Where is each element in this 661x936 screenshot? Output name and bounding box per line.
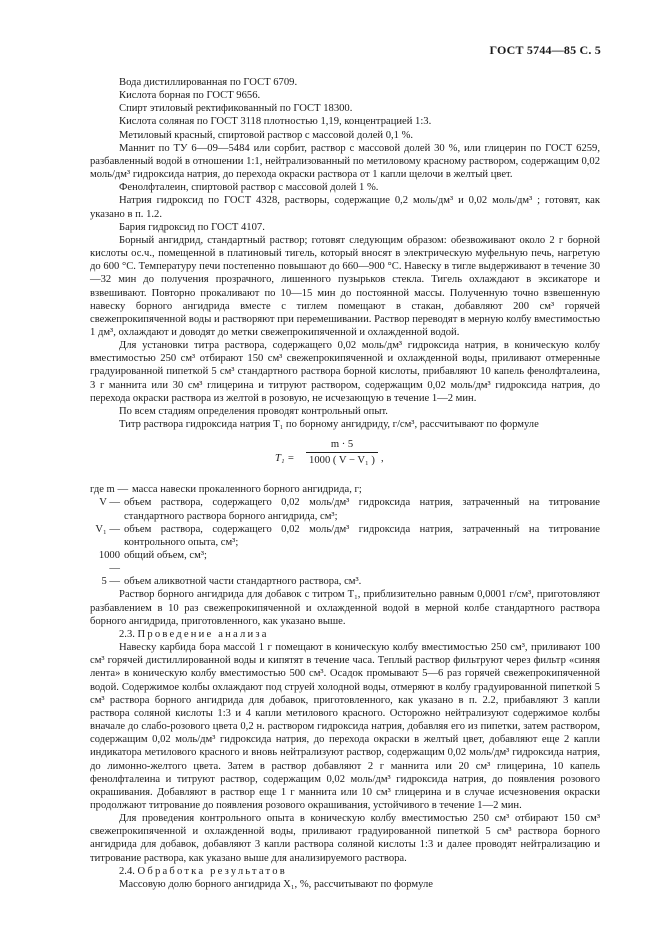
definition-symbol: 1000 — xyxy=(98,550,120,575)
definition-text: масса навески прокаленного борного ангидрида, г; xyxy=(132,484,362,496)
definition-text: объем раствора, содержащего 0,02 моль/дм³ гидроксида натрия, затраченный на титрование стандартного раствора борного ангидрида, см³; xyxy=(124,497,600,522)
definition-item xyxy=(90,496,600,522)
definition-symbol: 5 — xyxy=(101,576,120,588)
definition-text: объем раствора, содержащего 0,02 моль/дм³ гидроксида натрия, затраченный на титрование контрольного опыта, см³; xyxy=(124,523,600,548)
definition-item xyxy=(90,483,600,496)
definitions-list xyxy=(90,483,600,588)
section-title: Проведение анализа xyxy=(137,628,269,640)
formula-denominator: 1000 ( V − V₁ ) xyxy=(309,455,375,467)
paragraph: Фенолфталеин, спиртовой раствор с массовой долей 1 %. xyxy=(119,182,379,194)
paragraph: По всем стадиям определения проводят контрольный опыт. xyxy=(119,405,388,417)
page-header: ГОСТ 5744—85 С. 5 xyxy=(489,43,601,57)
formula-left: T₁ = xyxy=(275,453,295,465)
paragraph: Спирт этиловый ректификованный по ГОСТ 18300. xyxy=(119,103,353,115)
paragraph: Кислота соляная по ГОСТ 3118 плотностью 1,19, концентрацией 1:3. xyxy=(119,116,432,128)
paragraph: Маннит по ТУ 6—09—5484 или сорбит, раствор с массовой долей 30 %, или глицерин по ГОСТ 6259, разбавленный водой в отношении 1:1, нейтрализованный по метиловому красному раствором, содержащим 0,02 моль/дм³ гидроксида натрия, до перехода окраски раствора от 1 капли щелочи в желтый цвет. xyxy=(90,142,600,181)
paragraph: Натрия гидроксид по ГОСТ 4328, растворы, содержащие 0,2 моль/дм³ и 0,02 моль/дм³ ; готовят, как указано в п. 1.2. xyxy=(90,195,600,220)
formula-tail: , xyxy=(381,453,384,465)
paragraph: Вода дистиллированная по ГОСТ 6709. xyxy=(119,77,298,88)
paragraph: Метиловый красный, спиртовой раствор с массовой долей 0,1 %. xyxy=(119,129,414,141)
paragraph: Раствор борного ангидрида для добавок с титром T₁, приблизительно равным 0,0001 г/см³, приготовляют разбавлением в 10 раз свежепрокипяченной и охлажденной водой в мерной колбе стандартного раствора борного ангидрида, приготовленного, как указано выше. xyxy=(90,589,600,627)
formula-numerator: m · 5 xyxy=(306,438,378,453)
paragraph: Для установки титра раствора, содержащего 0,02 моль/дм³ гидроксида натрия, в коническую колбу вместимостью 250 см³ отбирают 150 см³ свежепрокипяченной и охлажденной воды, приливают отмеренные градуированной пипеткой 5 см³ стандартного раствора борной кислоты, прибавляют 10 капель фенолфталеина, 3 г маннита или 30 см³ глицерина и титруют раствором, содержащим 0,02 моль/дм³ гидроксида натрия, до перехода окраски раствора из желтой в розовую, не исчезающую в течение 1—2 мин. xyxy=(90,340,600,404)
section-number: 2.4. xyxy=(119,865,135,877)
paragraph: Массовую долю борного ангидрида X₁, %, рассчитывают по формуле xyxy=(119,878,433,890)
definition-item xyxy=(90,523,600,549)
definition-text: общий объем, см³; xyxy=(124,550,207,561)
definition-symbol: V₁ — xyxy=(95,523,120,535)
paragraph: Навеску карбида бора массой 1 г помещают в коническую колбу вместимостью 250 см³, приливают 100 см³ горячей дистиллированной воды и кипятят в течение часа. Теплый раствор фильтруют через фильтр «синяя лента» в коническую колбу вместимостью 500 см³. Осадок промывают 5—6 раз горячей свежепрокипяченной водой. Содержимое колбы охлаждают под струей холодной воды, отмеряют в колбу градуированной пипеткой 5 см³ раствора борного ангидрида для добавок, приготовленного, как указано в п. 2.2, прибавляют 3 капли раствора соляной кислоты 1:3 и 4 капли метилового красного. Осторожно нейтрализуют содержимое колбы вначале до слабо-розового цвета 0,2 н. раствором гидроксида натрия, добавляя его из пипетки, затем раствором, содержащим 0,02 моль/дм³ гидроксида натрия, до перехода окраски в желтый цвет, добавляют еще 2 капли индикатора метилового красного и вновь нейтрализуют раствор, содержащим 0,02 моль/дм³ гидроксида натрия, до лимонно-желтого цвета. Затем в раствор добавляют 2 г маннита или 20 см³ глицерина, 10 капель фенолфталеина и титруют раствор, содержащим 0,02 моль/дм³ гидроксида натрия, до появления розового окрашивания. Добавляют в раствор еще 1 г маннита или 10 см³ глицерина и в случае исчезновения окраски продолжают титрование до появления розового окрашивания, устойчивого в течение 1—2 мин. xyxy=(90,642,600,811)
definition-symbol: V — xyxy=(99,497,120,509)
definition-item xyxy=(90,549,600,575)
paragraph: Бария гидроксид по ГОСТ 4107. xyxy=(119,221,265,233)
definition-item xyxy=(90,575,600,588)
formula-fraction xyxy=(306,438,378,467)
formula-titer xyxy=(90,435,600,481)
document-body xyxy=(90,76,600,891)
paragraph: Для проведения контрольного опыта в коническую колбу вместимостью 250 см³ отбирают 150 см³ свежепрокипяченной и охлажденной воды, приливают градуированной пипеткой 5 см³ раствора борного ангидрида для добавок, добавляют 3 капли раствора соляной кислоты 1:3 и далее проводят нейтрализацию и титрование раствора, как указано выше для анализируемого раствора. xyxy=(90,813,600,864)
paragraph: Борный ангидрид, стандартный раствор; готовят следующим образом: обезвоживают около 2 г борной кислоты ос.ч., помещенной в платиновый тигель, который вносят в электрическую муфельную печь, нагретую до 600 °С. Температуру печи постепенно повышают до 660—900 °С. Навеску в тигле выдерживают в течение 30—32 мин до получения прозрачного, лишенного пузырьков стекла. Тигель охлаждают в эксикаторе и взвешивают. Повторно прокаливают по 10—15 мин до постоянной массы. Полученную точно взвешенную навеску борного ангидрида вместе с тиглем помещают в стакан, добавляют 200 см³ горячей свежепрокипяченной воды и растворяют при перемешивании. Раствор переводят в мерную колбу вместимостью 1 дм³, охлаждают и доводят до метки свежепрокипяченной и охлажденной водой. xyxy=(90,234,600,338)
section-number: 2.3. xyxy=(119,628,135,640)
definition-symbol: где m — xyxy=(90,484,129,496)
section-title: Обработка результатов xyxy=(137,865,287,877)
paragraph: Кислота борная по ГОСТ 9656. xyxy=(119,90,261,102)
section-heading-2-4 xyxy=(90,865,600,878)
section-heading-2-3 xyxy=(90,628,600,641)
paragraph: Титр раствора гидроксида натрия T₁ по борному ангидриду, г/см³, рассчитывают по формуле xyxy=(119,419,539,431)
definition-text: объем аликвотной части стандартного раствора, см³. xyxy=(124,576,362,588)
